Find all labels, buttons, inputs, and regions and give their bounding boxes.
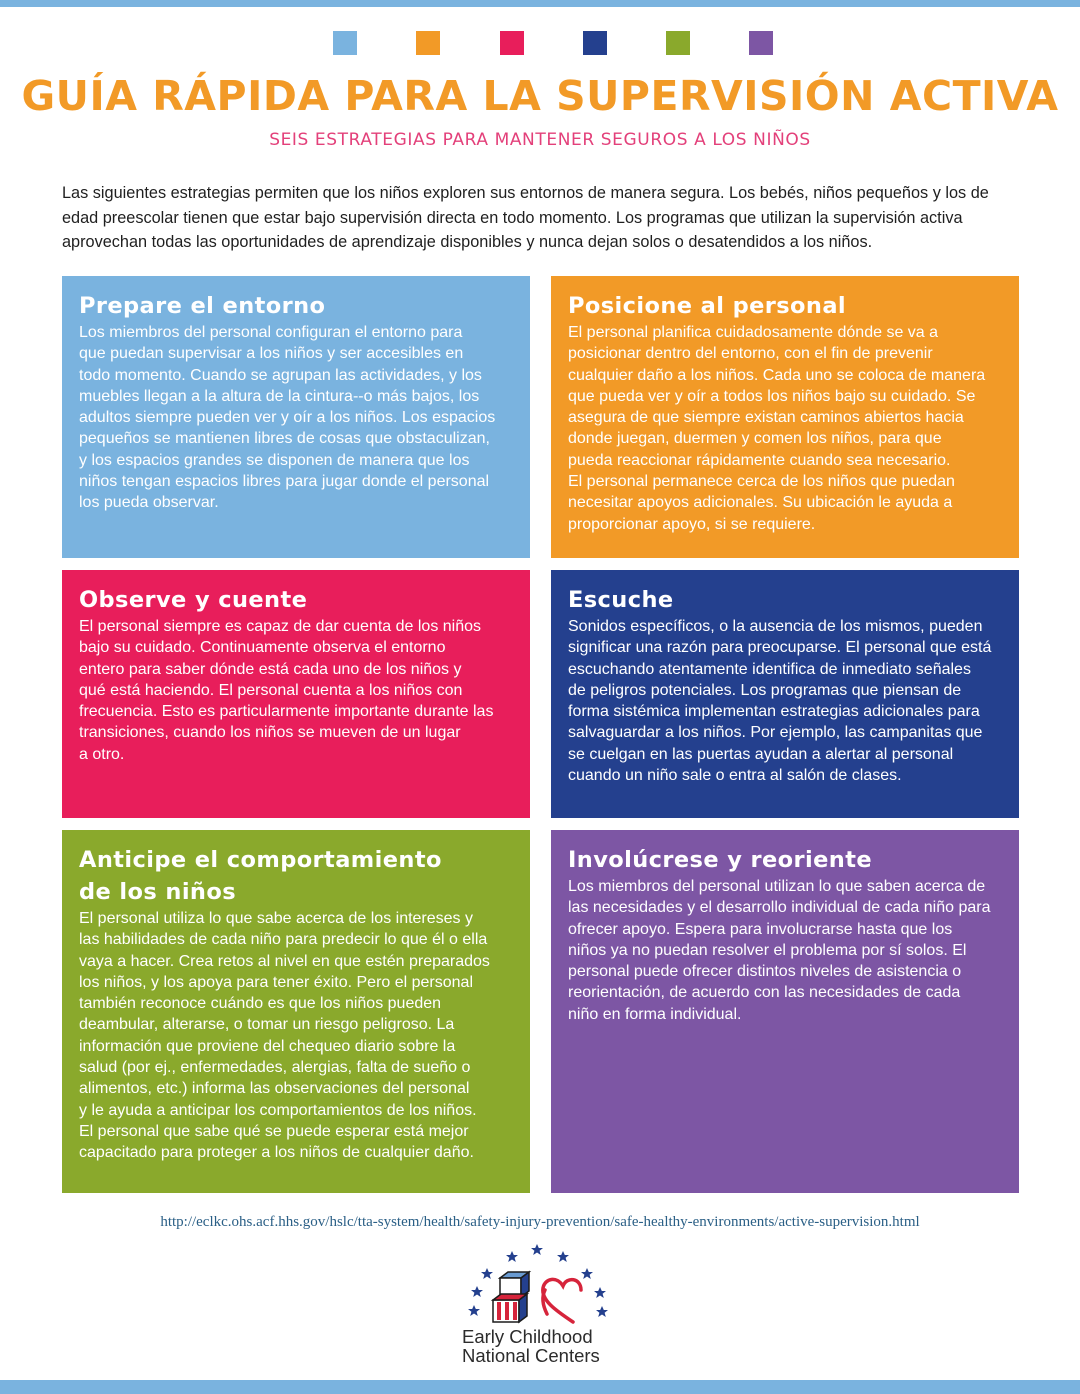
star-icon <box>581 1268 593 1279</box>
swatch-light-blue <box>333 31 357 55</box>
card-engage-redirect <box>551 830 1019 1193</box>
star-icon <box>471 1286 483 1297</box>
logo-name-line2: National Centers <box>462 1345 600 1366</box>
card-anticipate-behavior <box>62 830 530 1193</box>
card-title: Anticipe el comportamiento de los niños <box>79 847 442 905</box>
source-url-link[interactable]: http://eclkc.ohs.acf.hhs.gov/hslc/tta-system/health/safety-injury-prevention/safe-healthy-environments/active-supervision.html <box>160 1214 920 1230</box>
ecnc-logo <box>455 1240 625 1370</box>
card-title: Escuche <box>568 587 674 613</box>
logo-name-line1: Early Childhood <box>462 1326 593 1347</box>
card-body: El personal utiliza lo que sabe acerca de los intereses y las habilidades de cada niño para predecir lo que él o ella vaya a hacer. Crea retos al nivel en que estén preparados los niños, y los apoya para tener éxito. Pero el personal también reconoce cuándo es que los niños pueden deambular, alterarse, o tomar un riesgo peligroso. La información que proviene del chequeo diario sobre la salud (por ej., enfermedades, alergias, falta de sueño o alimentos, etc.) informa las observaciones del personal y le ayuda a anticipar los comportamientos de los niños. El personal que sabe qué se puede esperar está mejor capacitado para proteger a los niños de cualquier daño. <box>79 910 490 1162</box>
star-icon <box>596 1306 608 1317</box>
swatch-orange <box>416 31 440 55</box>
color-swatches <box>0 31 1080 55</box>
card-listen <box>551 570 1019 818</box>
page-title: GUÍA RÁPIDA PARA LA SUPERVISIÓN ACTIVA <box>21 72 1059 120</box>
card-title: Posicione al personal <box>568 293 847 319</box>
star-icon <box>531 1244 543 1255</box>
card-body: Sonidos específicos, o la ausencia de los mismos, pueden significar una razón para preocuparse. El personal que está escuchando atentamente identifica de inmediato señales de peligros potenciales. Los programas que piensan de forma sistémica implementan estrategias adicionales para salvaguardar a los niños. Por ejemplo, las campanitas que se cuelgan en las puertas ayudan a alertar al personal cuando un niño sale o entra al salón de clases. <box>568 618 992 785</box>
card-observe-count <box>62 570 530 818</box>
card-position-staff <box>551 276 1019 558</box>
intro-paragraph: Las siguientes estrategias permiten que los niños exploren sus entornos de manera segura. Los bebés, niños pequeños y los de edad preescolar tienen que estar bajo supervisión directa en todo momento. Los programas que utilizan la supervisión activa aprovechan todas las oportunidades de aprendizaje disponibles y nunca dejan solos o desatendidos a los niños. <box>62 184 989 252</box>
star-icon <box>506 1251 518 1262</box>
star-icon <box>594 1287 606 1298</box>
card-prepare-environment <box>62 276 530 558</box>
star-icon <box>481 1268 493 1279</box>
swatch-navy <box>583 31 607 55</box>
swatch-pink <box>500 31 524 55</box>
card-title: Prepare el entorno <box>79 293 326 319</box>
top-accent-bar <box>0 0 1080 7</box>
page-subtitle: SEIS ESTRATEGIAS PARA MANTENER SEGUROS A LOS NIÑOS <box>269 130 811 150</box>
toy-blocks-icon <box>493 1272 529 1322</box>
bottom-accent-bar <box>0 1380 1080 1394</box>
heart-icon <box>543 1279 581 1322</box>
card-body: El personal siempre es capaz de dar cuenta de los niños bajo su cuidado. Continuamente observa el entorno entero para saber dónde está cada uno de los niños y qué está haciendo. El personal cuenta a los niños con frecuencia. Esto es particularmente importante durante las transiciones, cuando los niños se mueven de un lugar a otro. <box>79 618 494 763</box>
card-body: El personal planifica cuidadosamente dónde se va a posicionar dentro del entorno, con el fin de prevenir cualquier daño a los niños. Cada uno se coloca de manera que pueda ver y oír a todos los niños bajo su cuidado. Se asegura de que siempre existan caminos abiertos hacia donde juegan, duermen y comen los niños, para que pueda reaccionar rápidamente cuando sea necesario. El personal permanece cerca de los niños que puedan necesitar apoyos adicionales. Su ubicación le ayuda a proporcionar apoyo, si se requiere. <box>568 324 986 533</box>
card-body: Los miembros del personal utilizan lo que saben acerca de las necesidades y el desarrollo individual de cada niño para ofrecer apoyo. Espera para involucrarse hasta que los niños ya no puedan resolver el problema por sí solos. El personal puede ofrecer distintos niveles de asistencia o reorientación, de acuerdo con las necesidades de cada niño en forma individual. <box>568 878 991 1023</box>
logo-graphic-icon <box>455 1240 625 1332</box>
card-title: Involúcrese y reoriente <box>568 847 873 873</box>
swatch-green <box>666 31 690 55</box>
card-body: Los miembros del personal configuran el entorno para que puedan supervisar a los niños y ser accesibles en todo momento. Cuando se agrupan las actividades, y los muebles llegan a la altura de la cintura--o más bajos, los adultos siempre pueden ver y oír a los niños. Los espacios pequeños se mantienen libres de cosas que obstaculizan, y los espacios grandes se disponen de manera que los niños tengan espacios libres para jugar donde el personal los pueda observar. <box>79 324 496 512</box>
star-icon <box>468 1305 480 1316</box>
swatch-purple <box>749 31 773 55</box>
star-icon <box>557 1251 569 1262</box>
card-title: Observe y cuente <box>79 587 308 613</box>
